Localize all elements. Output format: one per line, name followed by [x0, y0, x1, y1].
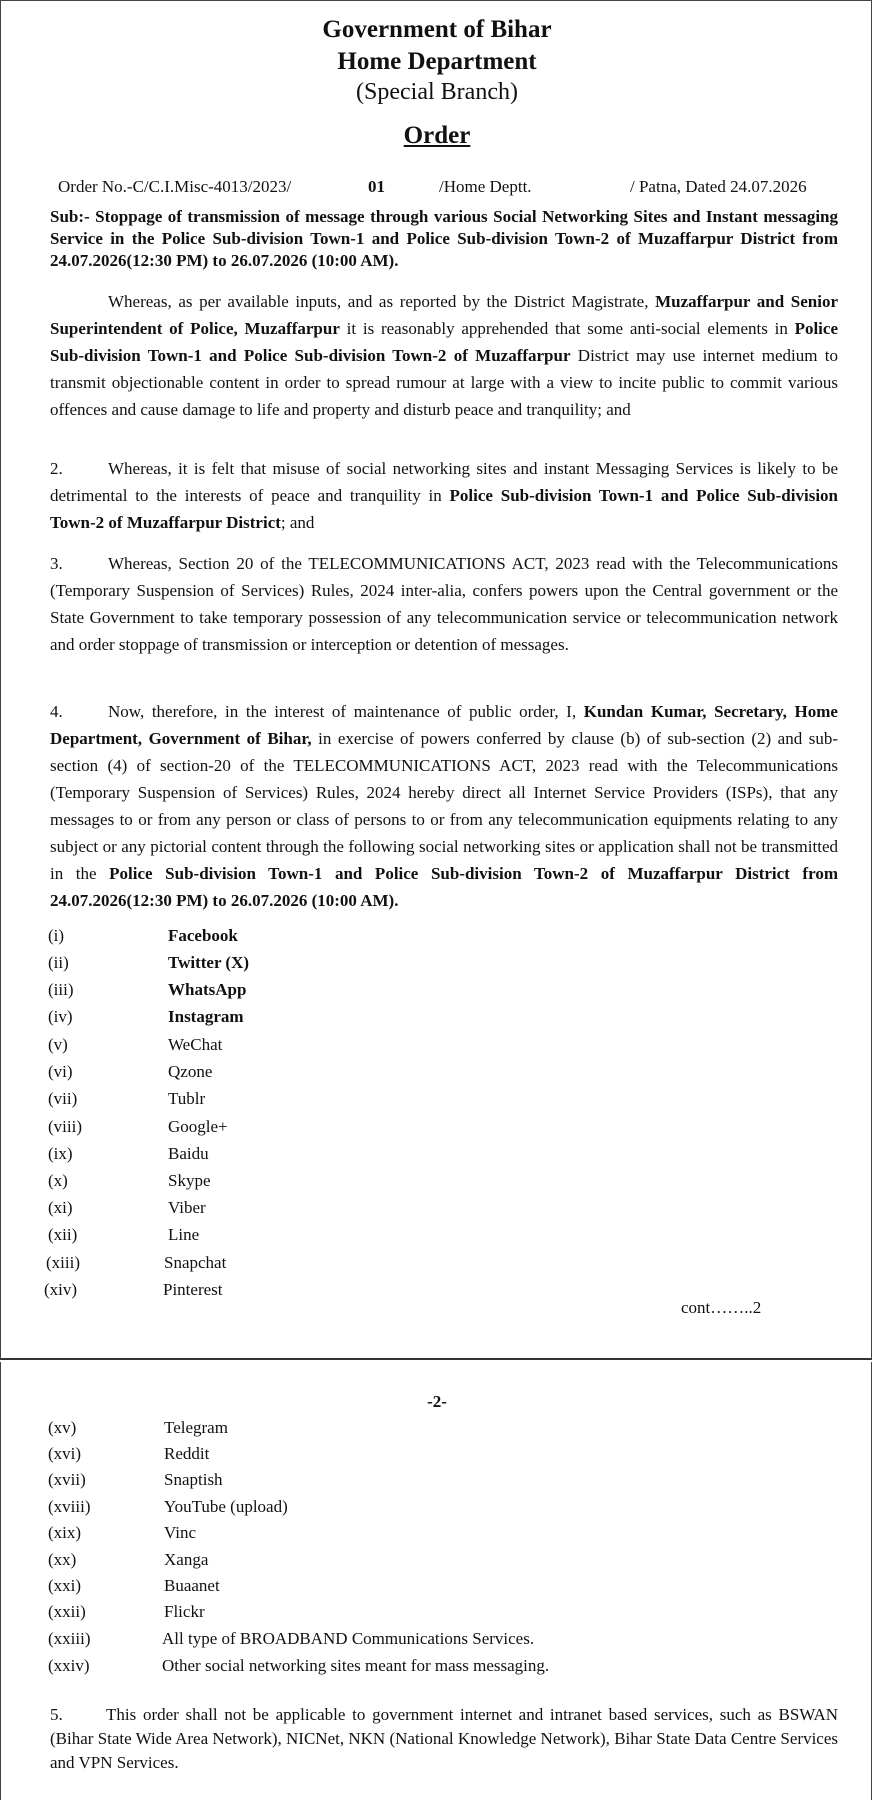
department-heading: Home Department	[337, 48, 537, 75]
list-site-name: Tublr	[168, 1089, 206, 1108]
list-site-name: Pinterest	[163, 1280, 223, 1299]
list-numeral: (i)	[48, 926, 65, 945]
list-site-name: Viber	[168, 1198, 206, 1217]
list-numeral: (xi)	[48, 1198, 73, 1217]
list-numeral: (xiii)	[46, 1253, 80, 1272]
paragraph-2	[50, 455, 838, 536]
para4-bold-a: Kundan Kumar, Secretary, Home Department, Government of Bihar,	[50, 702, 838, 748]
list-site-name: All type of BROADBAND Communications Services.	[162, 1629, 535, 1648]
list-numeral: (xxiv)	[48, 1656, 90, 1675]
list-numeral: (xvii)	[48, 1470, 86, 1489]
para2-text-a: Whereas, it is felt that misuse of social networking sites and instant Messaging Services is likely to be detrimental to the interests of peace and tranquility in	[50, 459, 838, 505]
order-serial: 01	[368, 177, 385, 196]
list-site-name: Baidu	[168, 1144, 209, 1163]
list-site-name: Snapchat	[164, 1253, 227, 1272]
para1-text-c: District may use internet medium to transmit objectionable content in order to spread rumour at large with a view to incite public to commit various offences and cause damage to life and property and disturb peace and tranquility; and	[50, 346, 838, 419]
para3-number: 3.	[50, 554, 63, 573]
list-numeral: (xv)	[48, 1418, 77, 1437]
order-number: Order No.-C/C.I.Misc-4013/2023/	[58, 177, 292, 196]
list-site-name: Snaptish	[164, 1470, 223, 1489]
list-numeral: (xii)	[48, 1225, 78, 1244]
order-department: /Home Deptt.	[439, 177, 532, 196]
branch-heading: (Special Branch)	[356, 79, 518, 105]
list-site-name: Twitter (X)	[168, 953, 250, 972]
para5-number: 5.	[50, 1705, 63, 1724]
list-site-name: Reddit	[164, 1444, 210, 1463]
list-site-name: Skype	[168, 1171, 211, 1190]
list-numeral: (xxi)	[48, 1576, 82, 1595]
list-numeral: (xix)	[48, 1523, 82, 1542]
list-numeral: (vii)	[48, 1089, 78, 1108]
para3-text: Whereas, Section 20 of the TELECOMMUNICATIONS ACT, 2023 read with the Telecommunications (Temporary Suspension of Services) Rules, 2024 inter-alia, confers powers upon the Central government or the State Government to take temporary possession of any telecommunication service or telecommunication network and order stoppage of transmission or interception or detention of messages.	[50, 554, 838, 654]
order-place-date: / Patna, Dated 24.07.2026	[630, 177, 807, 196]
para1-text-b: it is reasonably apprehended that some anti-social elements in	[339, 319, 795, 338]
list-numeral: (vi)	[48, 1062, 73, 1081]
para4-text-a: Now, therefore, in the interest of maintenance of public order, I,	[108, 702, 584, 721]
list-numeral: (xxii)	[48, 1602, 86, 1621]
list-site-name: Telegram	[164, 1418, 228, 1437]
page-number: -2-	[427, 1392, 447, 1411]
paragraph-3	[50, 550, 838, 658]
list-numeral: (iv)	[48, 1007, 73, 1026]
subject-line: Sub:- Stoppage of transmission of message through various Social Networking Sites and Instant messaging Service in the Police Sub-division Town-1 and Police Sub-division Town-2 of Muzaffarpur District from 24.07.2026(12:30 PM) to 26.07.2026 (10:00 AM).	[50, 207, 838, 270]
list-site-name: Google+	[168, 1117, 228, 1136]
para1-bold-a: Muzaffarpur and Senior Superintendent of Police, Muzaffarpur	[50, 292, 838, 338]
para1-bold-b: Police Sub-division Town-1 and Police Sub-division Town-2 of Muzaffarpur	[50, 319, 838, 365]
paragraph-5	[50, 1703, 838, 1775]
list-site-name: Other social networking sites meant for mass messaging.	[162, 1656, 550, 1675]
list-site-name: Instagram	[168, 1007, 244, 1026]
para4-number: 4.	[50, 702, 63, 721]
continued-note: cont……..2	[681, 1298, 762, 1317]
list-numeral: (xiv)	[44, 1280, 78, 1299]
list-site-name: WhatsApp	[168, 980, 247, 999]
paragraph-4	[50, 698, 838, 914]
list-numeral: (xviii)	[48, 1497, 91, 1516]
list-site-name: Vinc	[164, 1523, 197, 1542]
list-site-name: Flickr	[164, 1602, 205, 1621]
para4-bold-b: Police Sub-division Town-1 and Police Sub-division Town-2 of Muzaffarpur District from 24.07.2026(12:30 PM) to 26.07.2026 (10:00 AM).	[50, 864, 838, 910]
list-site-name: Buaanet	[164, 1576, 220, 1595]
paragraph-1	[50, 288, 838, 423]
list-numeral: (iii)	[48, 980, 74, 999]
list-numeral: (xxiii)	[48, 1629, 91, 1648]
para4-text-b: in exercise of powers conferred by clause (b) of sub-section (2) and sub-section (4) of section-20 of the TELECOMMUNICATIONS ACT, 2023 read with the Telecommunications (Temporary Suspension of Services) Rules, 2024 hereby direct all Internet Service Providers (ISPs), that any messages to or from any person or class of persons to or from any telecommunication equipments relating to any subject or any pictorial content through the following social networking sites or application shall not be transmitted in the	[50, 729, 838, 883]
para2-number: 2.	[50, 459, 63, 478]
document-title: Order	[403, 122, 471, 149]
list-numeral: (v)	[48, 1035, 68, 1054]
list-numeral: (viii)	[48, 1117, 82, 1136]
para2-bold-a: Police Sub-division Town-1 and Police Sub-division Town-2 of Muzaffarpur District	[50, 486, 838, 532]
list-numeral: (xvi)	[48, 1444, 82, 1463]
list-numeral: (ix)	[48, 1144, 73, 1163]
government-heading: Government of Bihar	[322, 16, 552, 43]
list-numeral: (ii)	[48, 953, 69, 972]
list-site-name: Line	[168, 1225, 200, 1244]
list-site-name: YouTube (upload)	[164, 1497, 288, 1516]
para2-text-b: ; and	[280, 513, 315, 532]
list-site-name: Qzone	[168, 1062, 213, 1081]
list-site-name: Xanga	[164, 1550, 209, 1569]
list-numeral: (xx)	[48, 1550, 77, 1569]
list-numeral: (x)	[48, 1171, 68, 1190]
para1-text-a: Whereas, as per available inputs, and as reported by the District Magistrate,	[108, 292, 656, 311]
list-site-name: Facebook	[168, 926, 238, 945]
list-site-name: WeChat	[168, 1035, 223, 1054]
para5-text: This order shall not be applicable to government internet and intranet based services, such as BSWAN (Bihar State Wide Area Network), NICNet, NKN (National Knowledge Network), Bihar State Data Centre Services and VPN Services.	[50, 1705, 838, 1772]
